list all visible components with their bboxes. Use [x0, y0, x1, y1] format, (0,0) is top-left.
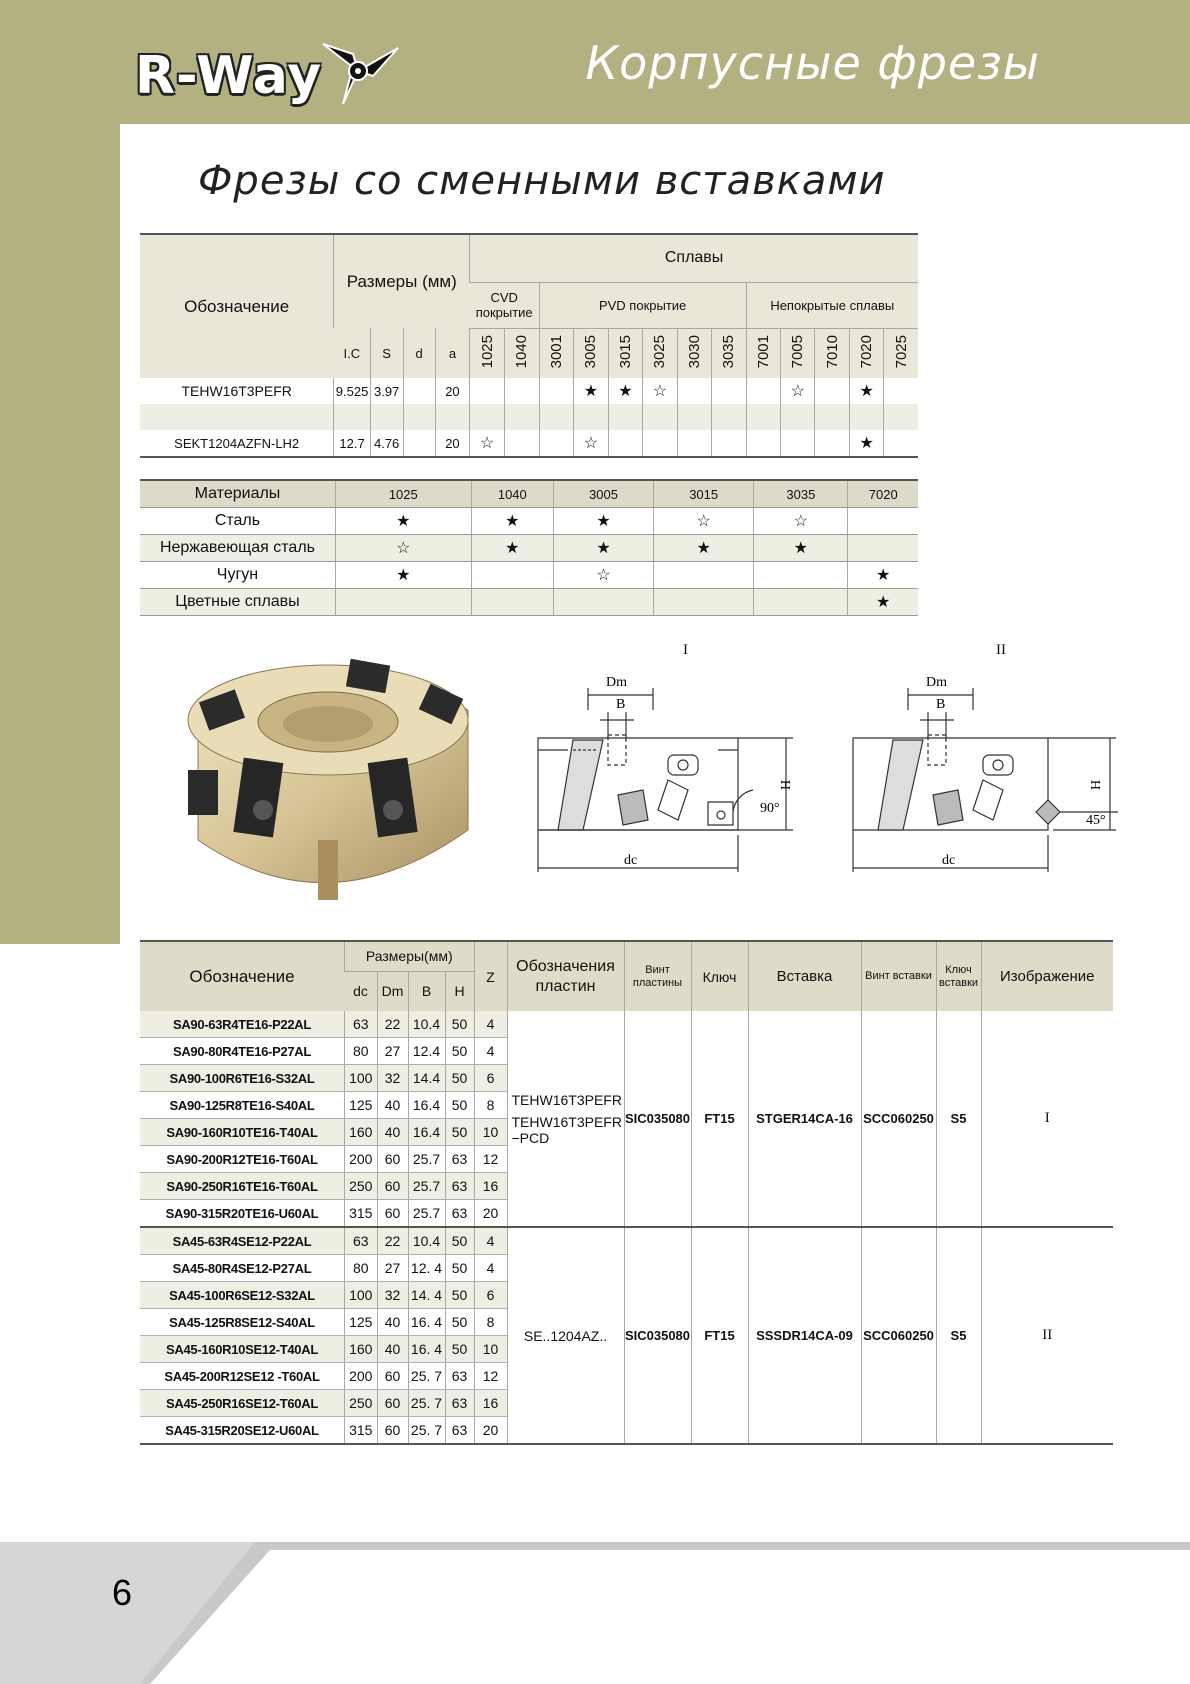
- cell: 60: [377, 1146, 408, 1173]
- cell: 40: [377, 1119, 408, 1146]
- cell: ★: [849, 430, 883, 457]
- cell: 40: [377, 1092, 408, 1119]
- cell: ★: [553, 508, 653, 535]
- cell: 3005: [553, 480, 653, 508]
- col-dc: dc: [353, 983, 368, 1000]
- cell: 22: [377, 1011, 408, 1038]
- cell: 25.7: [408, 1200, 445, 1228]
- insert-cell: STGER14CA-16: [748, 1011, 861, 1227]
- cell: 50: [445, 1336, 474, 1363]
- dim-angle: 90°: [760, 801, 780, 816]
- cell: 63: [445, 1417, 474, 1445]
- plate-screw-cell: SIC035080: [624, 1227, 691, 1444]
- col-dims: Размеры(мм): [345, 941, 475, 971]
- dim-dc: dc: [624, 853, 638, 868]
- col-alloys: Сплавы: [470, 234, 918, 282]
- insert-cell: SSSDR14CA-09: [748, 1227, 861, 1444]
- cell: 50: [445, 1255, 474, 1282]
- alloy-col: 3001: [547, 335, 565, 369]
- cell: ★: [553, 535, 653, 562]
- cutter-name: SA90-125R8TE16-S40AL: [140, 1092, 345, 1119]
- cell: 6: [474, 1282, 507, 1309]
- cell: ★: [335, 508, 471, 535]
- col-cvd: CVD покрытие: [470, 282, 540, 328]
- cell: 16. 4: [408, 1336, 445, 1363]
- logo-emblem-icon: [313, 36, 403, 106]
- cutter-name: SA45-160R10SE12-T40AL: [140, 1336, 345, 1363]
- cell: 16. 4: [408, 1309, 445, 1336]
- page-title: Фрезы со сменными вставками: [198, 158, 886, 204]
- dim-dm: Dm: [606, 675, 627, 690]
- key-cell: FT15: [691, 1011, 748, 1227]
- cell: 50: [445, 1038, 474, 1065]
- cell: [539, 378, 573, 404]
- cell: ☆: [781, 378, 815, 404]
- cell: [471, 562, 553, 589]
- col-dm: Dm: [377, 971, 408, 1011]
- table-row: [140, 562, 918, 589]
- cell: [884, 430, 918, 457]
- cell: 12.7: [334, 430, 370, 457]
- table-row: [140, 1011, 1113, 1038]
- cell: 80: [345, 1255, 378, 1282]
- milling-cutter-photo: [178, 650, 488, 920]
- cell: 25. 7: [408, 1417, 445, 1445]
- cell: 50: [445, 1065, 474, 1092]
- dim-b: B: [936, 697, 946, 712]
- cell: 10: [474, 1336, 507, 1363]
- cell: 250: [345, 1390, 378, 1417]
- cell: 63: [445, 1200, 474, 1228]
- cell: ★: [471, 535, 553, 562]
- plate-code: SE..1204AZ..: [523, 1327, 608, 1344]
- cell: 50: [445, 1119, 474, 1146]
- cell: [746, 378, 780, 404]
- cell: 4: [474, 1038, 507, 1065]
- cell: [848, 508, 918, 535]
- dim-dc: dc: [942, 853, 956, 868]
- cell: 25. 7: [408, 1363, 445, 1390]
- cell: [884, 378, 918, 404]
- page-number: 6: [112, 1572, 133, 1613]
- cutter-name: SA45-200R12SE12 -T60AL: [140, 1363, 345, 1390]
- cutter-name: SA90-250R16TE16-T60AL: [140, 1173, 345, 1200]
- alloy-col: 3030: [685, 335, 703, 369]
- material-name: Чугун: [140, 562, 335, 589]
- col-uncoated: Непокрытые сплавы: [746, 282, 918, 328]
- cell: 4: [474, 1255, 507, 1282]
- plate-screw-cell: SIC035080: [624, 1011, 691, 1227]
- col-plate-screw: Винт пластины: [624, 941, 691, 1011]
- cell: 125: [345, 1092, 378, 1119]
- cell: 25.7: [408, 1146, 445, 1173]
- cell: 100: [345, 1065, 378, 1092]
- cell: 4.76: [370, 430, 403, 457]
- cell: 10.4: [408, 1011, 445, 1038]
- cell: ★: [849, 378, 883, 404]
- cell: 63: [445, 1146, 474, 1173]
- dim-b: B: [616, 697, 626, 712]
- cell: 200: [345, 1146, 378, 1173]
- cell: 50: [445, 1227, 474, 1255]
- cell: [712, 430, 746, 457]
- alloy-col: 3025: [651, 335, 669, 369]
- footer-band: [0, 1542, 1190, 1684]
- col-key: Ключ: [691, 941, 748, 1011]
- col-ic: I.C: [343, 345, 361, 361]
- cell: [712, 378, 746, 404]
- cell: [754, 562, 848, 589]
- cell: 3015: [654, 480, 754, 508]
- cell: [403, 378, 435, 404]
- cell: 60: [377, 1390, 408, 1417]
- cell: 160: [345, 1119, 378, 1146]
- cutter-name: SA90-100R6TE16-S32AL: [140, 1065, 345, 1092]
- cell: [471, 589, 553, 616]
- cell: 60: [377, 1200, 408, 1228]
- cell: 50: [445, 1309, 474, 1336]
- cell: 1025: [335, 480, 471, 508]
- cell: 160: [345, 1336, 378, 1363]
- dim-dm: Dm: [926, 675, 947, 690]
- cell: ★: [574, 378, 608, 404]
- cell: 10.4: [408, 1227, 445, 1255]
- cell: ★: [654, 535, 754, 562]
- cutter-name: SA90-200R12TE16-T60AL: [140, 1146, 345, 1173]
- table-row: [140, 589, 918, 616]
- cutter-name: SA45-125R8SE12-S40AL: [140, 1309, 345, 1336]
- plates-cell: [507, 1011, 624, 1227]
- table-row: [140, 378, 918, 404]
- insert-name: SEKT1204AZFN-LH2: [140, 430, 334, 457]
- cell: ☆: [643, 378, 677, 404]
- cell: 63: [345, 1227, 378, 1255]
- table-row: [140, 480, 918, 508]
- table-row: [140, 1227, 1113, 1255]
- cell: [848, 535, 918, 562]
- col-b: B: [408, 971, 445, 1011]
- cutter-name: SA90-315R20TE16-U60AL: [140, 1200, 345, 1228]
- col-dims: Размеры (мм): [334, 234, 470, 328]
- cell: 16: [474, 1173, 507, 1200]
- col-designation: Обозначение: [140, 941, 345, 1011]
- cell: ☆: [553, 562, 653, 589]
- alloy-col: 3015: [616, 335, 634, 369]
- cell: 16: [474, 1390, 507, 1417]
- cutter-name: SA45-63R4SE12-P22AL: [140, 1227, 345, 1255]
- col-z: Z: [474, 941, 507, 1011]
- cell: [654, 562, 754, 589]
- cell: 16.4: [408, 1092, 445, 1119]
- col-pvd: PVD покрытие: [539, 282, 746, 328]
- material-name: Цветные сплавы: [140, 589, 335, 616]
- col-designation: Обозначение: [140, 234, 334, 378]
- header-title: Корпусные фрезы: [585, 36, 1040, 90]
- cell: 63: [345, 1011, 378, 1038]
- cell: 40: [377, 1309, 408, 1336]
- insert-screw-cell: SCC060250: [861, 1227, 936, 1444]
- cell: [654, 589, 754, 616]
- cell: 3.97: [370, 378, 403, 404]
- image-cell: I: [981, 1011, 1113, 1227]
- cell: 16.4: [408, 1119, 445, 1146]
- cell: 60: [377, 1173, 408, 1200]
- cell: 9.525: [334, 378, 370, 404]
- drawing-label-1: I: [683, 642, 688, 658]
- cell: 200: [345, 1363, 378, 1390]
- insert-key-cell: S5: [936, 1011, 981, 1227]
- col-d: d: [403, 328, 435, 378]
- insert-screw-cell: SCC060250: [861, 1011, 936, 1227]
- col-s: S: [370, 328, 403, 378]
- cell: 32: [377, 1065, 408, 1092]
- cell: [608, 430, 642, 457]
- cell: ★: [608, 378, 642, 404]
- cell: [553, 589, 653, 616]
- cell: ★: [471, 508, 553, 535]
- cell: 8: [474, 1092, 507, 1119]
- cell: ☆: [654, 508, 754, 535]
- plate-code: TEHW16T3PEFR −PCD: [511, 1113, 622, 1146]
- cell: 40: [377, 1336, 408, 1363]
- cell: 315: [345, 1200, 378, 1228]
- cell: 12. 4: [408, 1255, 445, 1282]
- cell: 125: [345, 1309, 378, 1336]
- alloy-col: 1025: [478, 335, 496, 369]
- cell: 60: [377, 1363, 408, 1390]
- cell: ☆: [754, 508, 848, 535]
- inserts-table: [140, 233, 918, 458]
- table-row: [140, 508, 918, 535]
- materials-header: Материалы: [140, 480, 335, 508]
- alloy-col: 7010: [823, 335, 841, 369]
- cell: 12: [474, 1363, 507, 1390]
- plates-cell: [507, 1227, 624, 1444]
- cutter-name: SA90-160R10TE16-T40AL: [140, 1119, 345, 1146]
- cell: [746, 430, 780, 457]
- table-row: [140, 430, 918, 457]
- cell: [815, 430, 849, 457]
- alloy-col: 7001: [754, 335, 772, 369]
- col-insert: Вставка: [748, 941, 861, 1011]
- insert-key-cell: S5: [936, 1227, 981, 1444]
- cutter-name: SA45-100R6SE12-S32AL: [140, 1282, 345, 1309]
- alloy-col: 3035: [720, 335, 738, 369]
- cutter-name: SA90-63R4TE16-P22AL: [140, 1011, 345, 1038]
- cell: 27: [377, 1038, 408, 1065]
- drawing-type-1: [528, 640, 808, 885]
- cell: 25. 7: [408, 1390, 445, 1417]
- cell: 22: [377, 1227, 408, 1255]
- cell: 6: [474, 1065, 507, 1092]
- materials-table: [140, 479, 918, 616]
- cutters-table: [140, 940, 1113, 1445]
- table-row: [140, 535, 918, 562]
- cell: 60: [377, 1417, 408, 1445]
- cell: [335, 589, 471, 616]
- cutter-name: SA45-80R4SE12-P27AL: [140, 1255, 345, 1282]
- col-a: a: [435, 328, 469, 378]
- table-row: [140, 404, 918, 430]
- cell: 63: [445, 1173, 474, 1200]
- drawing-type-2: [848, 640, 1138, 885]
- cell: 20: [474, 1417, 507, 1445]
- cell: 20: [474, 1200, 507, 1228]
- material-name: Сталь: [140, 508, 335, 535]
- cell: [643, 430, 677, 457]
- cell: ★: [754, 535, 848, 562]
- cell: 14.4: [408, 1065, 445, 1092]
- cell: ☆: [470, 430, 505, 457]
- cutter-name: SA90-80R4TE16-P27AL: [140, 1038, 345, 1065]
- dim-angle: 45°: [1086, 813, 1106, 828]
- cell: [470, 378, 505, 404]
- cell: 8: [474, 1309, 507, 1336]
- cutter-name: SA45-250R16SE12-T60AL: [140, 1390, 345, 1417]
- cell: ☆: [335, 535, 471, 562]
- cell: 3035: [754, 480, 848, 508]
- material-name: Нержавеющая сталь: [140, 535, 335, 562]
- cell: [140, 404, 334, 430]
- cell: 63: [445, 1390, 474, 1417]
- cell: 50: [445, 1092, 474, 1119]
- cell: [815, 378, 849, 404]
- cell: [504, 378, 539, 404]
- cell: 63: [445, 1363, 474, 1390]
- cell: 4: [474, 1227, 507, 1255]
- cell: 20: [435, 430, 469, 457]
- cell: [539, 430, 573, 457]
- cell: 14. 4: [408, 1282, 445, 1309]
- plate-code: TEHW16T3PEFR: [511, 1091, 622, 1108]
- alloy-col: 7005: [789, 335, 807, 369]
- cell: 1040: [471, 480, 553, 508]
- side-band: [0, 124, 120, 944]
- cell: 50: [445, 1011, 474, 1038]
- cell: 80: [345, 1038, 378, 1065]
- cell: 50: [445, 1282, 474, 1309]
- cell: 315: [345, 1417, 378, 1445]
- dim-h: H: [779, 779, 794, 790]
- cell: 10: [474, 1119, 507, 1146]
- alloy-col: 7025: [892, 335, 910, 369]
- cell: ☆: [574, 430, 608, 457]
- dim-h: H: [1089, 779, 1104, 790]
- cell: 4: [474, 1011, 507, 1038]
- cell: ★: [335, 562, 471, 589]
- col-insert-screw: Винт вставки: [861, 941, 936, 1011]
- alloy-col: 1040: [513, 335, 531, 369]
- cell: 250: [345, 1173, 378, 1200]
- col-insert-key: Ключ вставки: [936, 941, 981, 1011]
- cell: 27: [377, 1255, 408, 1282]
- cell: 100: [345, 1282, 378, 1309]
- cell: 7020: [848, 480, 918, 508]
- col-plates: Обозначения пластин: [507, 941, 624, 1011]
- cutter-name: SA45-315R20SE12-U60AL: [140, 1417, 345, 1445]
- cell: [754, 589, 848, 616]
- cell: 32: [377, 1282, 408, 1309]
- key-cell: FT15: [691, 1227, 748, 1444]
- cell: 12: [474, 1146, 507, 1173]
- image-cell: II: [981, 1227, 1113, 1444]
- cell: [677, 378, 711, 404]
- cell: 12.4: [408, 1038, 445, 1065]
- cell: 25.7: [408, 1173, 445, 1200]
- insert-name: TEHW16T3PEFR: [181, 383, 292, 399]
- alloy-col: 7020: [858, 335, 876, 369]
- col-image: Изображение: [981, 941, 1113, 1011]
- cell: ★: [848, 562, 918, 589]
- cell: [504, 430, 539, 457]
- cell: [403, 430, 435, 457]
- cell: [677, 430, 711, 457]
- cell: [781, 430, 815, 457]
- col-h: H: [445, 971, 474, 1011]
- cell: 20: [435, 378, 469, 404]
- drawing-label-2: II: [996, 642, 1006, 658]
- cell: ★: [848, 589, 918, 616]
- logo-text: R-Way: [135, 46, 323, 106]
- alloy-col: 3005: [582, 335, 600, 369]
